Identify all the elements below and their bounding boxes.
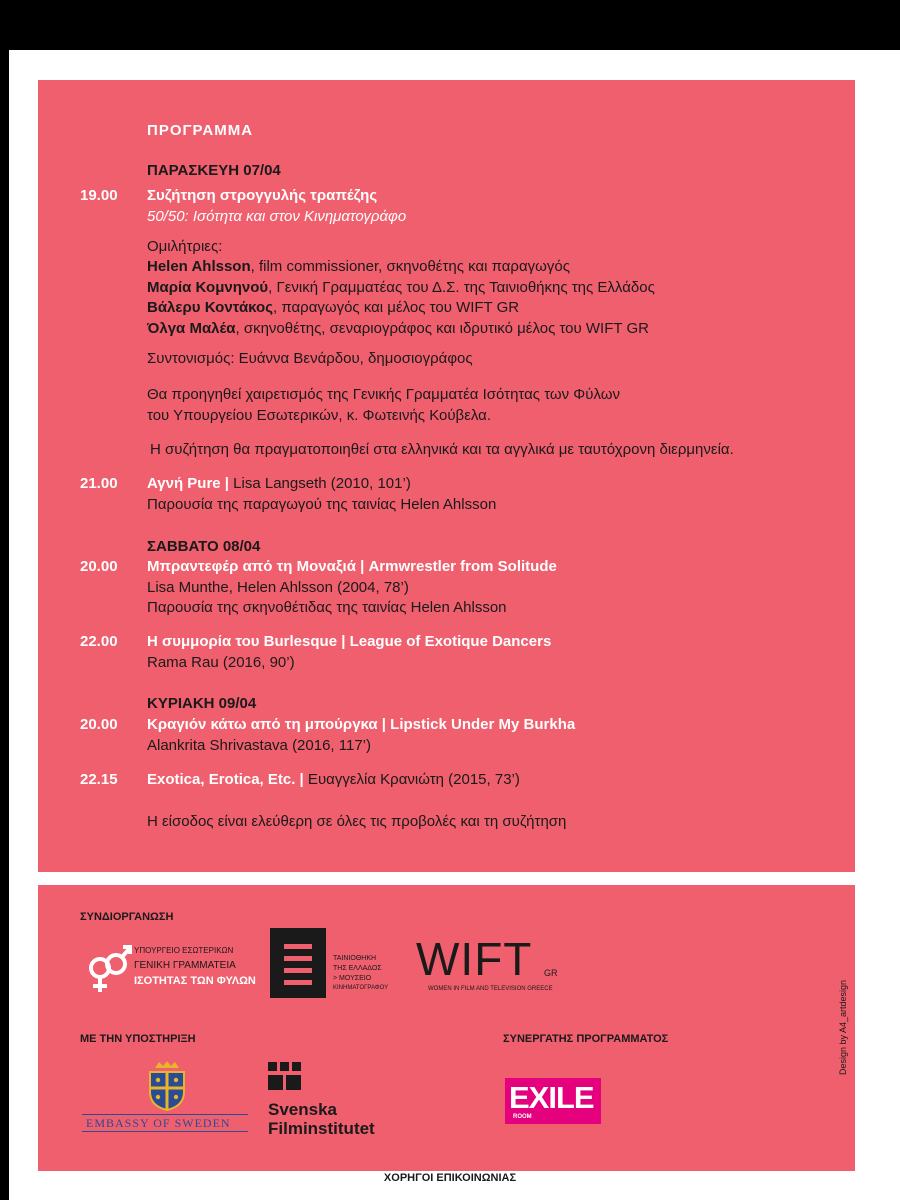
- screening-note: Παρουσία της σκηνοθέτιδας της ταινίας Helen Ahlsson: [147, 599, 507, 616]
- swedish-crest-icon: [142, 1060, 192, 1112]
- roundtable-subtitle: 50/50: Ισότητα και στον Κινηματογράφο: [147, 208, 407, 225]
- greeting-line-2: του Υπουργείου Εσωτερικών, κ. Φωτεινής Κούβελα.: [147, 407, 491, 424]
- tainiothiki-line-3: > ΜΟΥΣΕΙΟ: [333, 975, 372, 982]
- speaker-role: , παραγωγός και μέλος του WIFT GR: [273, 299, 520, 316]
- film-details: Alankrita Shrivastava (2016, 117’): [147, 737, 372, 754]
- embassy-rule-top: [82, 1114, 248, 1115]
- sunday-day-heading: ΚΥΡΙΑΚΗ 09/04: [147, 695, 257, 712]
- tainiothiki-logo: [270, 928, 400, 1000]
- wift-tagline: WOMEN IN FILM AND TELEVISION GREECE: [428, 986, 553, 992]
- film-details: Ευαγγελία Κρανιώτη (2015, 73’): [303, 771, 520, 788]
- embassy-logo: [82, 1060, 252, 1132]
- ministry-line-3: ΙΣΟΤΗΤΑΣ ΤΩΝ ΦΥΛΩΝ: [134, 975, 256, 987]
- screening-time: 22.00: [80, 633, 118, 650]
- exile-sub: ROOM: [513, 1114, 532, 1120]
- gender-symbol-icon: [82, 940, 142, 998]
- greeting-line-1: Θα προηγηθεί χαιρετισμός της Γενικής Γραμματέα Ισότητας των Φύλων: [147, 386, 620, 403]
- design-credit: Design by A4_artdesign: [838, 979, 848, 1075]
- programme-heading: ΠΡΟΓΡΑΜΜΑ: [147, 122, 254, 139]
- coorganizers-label: ΣΥΝΔΙΟΡΓΑΝΩΣΗ: [80, 911, 174, 923]
- screening-time: 21.00: [80, 475, 118, 492]
- film-title: Μπραντεφέρ από τη Μοναξιά | Armwrestler from Solitude: [147, 558, 557, 575]
- film-details: Rama Rau (2016, 90’): [147, 654, 295, 671]
- speaker-role: , Γενική Γραμματέας του Δ.Σ. της Ταινιοθήκης της Ελλάδος: [268, 279, 655, 296]
- ministry-line-2: ΓΕΝΙΚΗ ΓΡΑΜΜΑΤΕΙΑ: [134, 960, 236, 971]
- film-title: Exotica, Erotica, Etc. |: [147, 771, 304, 788]
- wift-suffix: GR: [544, 968, 558, 978]
- speaker-name: Μαρία Κομνηνού: [147, 279, 269, 296]
- screening-line: [147, 771, 520, 788]
- media-sponsors-label: ΧΟΡΗΓΟΙ ΕΠΙΚΟΙΝΩΝΙΑΣ: [383, 1172, 517, 1184]
- film-details: Lisa Langseth (2010, 101’): [229, 475, 411, 492]
- embassy-name: EMBASSY OF SWEDEN: [86, 1116, 231, 1130]
- embassy-rule-bottom: [82, 1131, 248, 1132]
- filminstitutet-dots-icon: [268, 1062, 308, 1092]
- ministry-line-1: ΥΠΟΥΡΓΕΙΟ ΕΣΩΤΕΡΙΚΩΝ: [134, 946, 234, 955]
- left-black-bar: [0, 50, 9, 1200]
- speaker-name: Βάλερυ Κοντάκος: [147, 299, 274, 316]
- speaker-name: Όλγα Μαλέα: [147, 320, 236, 337]
- speaker-line: [147, 279, 655, 296]
- speaker-line: [147, 299, 519, 316]
- ministry-logo: [82, 940, 256, 998]
- svenska-line-2: Filminstitutet: [268, 1119, 375, 1138]
- tainiothiki-line-1: ΤΑΙΝΙΟΘΗΚΗ: [333, 955, 377, 962]
- partner-label: ΣΥΝΕΡΓΑΤΗΣ ΠΡΟΓΡΑΜΜΑΤΟΣ: [503, 1033, 669, 1045]
- speaker-role: , film commissioner, σκηνοθέτης και παραγωγός: [250, 258, 570, 275]
- speaker-name: Helen Ahlsson: [147, 258, 251, 275]
- film-title: Η συμμορία του Burlesque | League of Exotique Dancers: [147, 633, 552, 650]
- speaker-line: [147, 258, 570, 275]
- tainiothiki-line-4: ΚΙΝΗΜΑΤΟΓΡΑΦΟΥ: [333, 985, 389, 991]
- screening-time: 20.00: [80, 558, 118, 575]
- screening-time: 22.15: [80, 771, 118, 788]
- roundtable-time: 19.00: [80, 187, 118, 204]
- wift-logo: [416, 933, 566, 996]
- exile-room-logo: [505, 1078, 601, 1124]
- film-title: Αγνή Pure |: [147, 475, 230, 492]
- screening-note: Παρουσία της παραγωγού της ταινίας Helen Ahlsson: [147, 496, 497, 513]
- moderator-line: Συντονισμός: Ευάννα Βενάρδου, δημοσιογράφος: [147, 350, 473, 367]
- exile-name: EXILE: [509, 1080, 594, 1115]
- screening-line: [147, 475, 411, 492]
- support-label: ΜΕ ΤΗΝ ΥΠΟΣΤΗΡΙΞΗ: [80, 1033, 196, 1045]
- free-entry-note: Η είσοδος είναι ελεύθερη σε όλες τις προβολές και τη συζήτηση: [147, 813, 567, 830]
- speaker-role: , σκηνοθέτης, σεναριογράφος και ιδρυτικό μέλος του WIFT GR: [235, 320, 649, 337]
- roundtable-title: Συζήτηση στρογγυλής τραπέζης: [147, 187, 378, 204]
- film-details: Lisa Munthe, Helen Ahlsson (2004, 78’): [147, 579, 409, 596]
- saturday-day-heading: ΣΑΒΒΑΤΟ 08/04: [147, 538, 261, 555]
- tainiothiki-line-2: ΤΗΣ ΕΛΛΑΔΟΣ: [333, 965, 382, 972]
- svenska-line-1: Svenska: [268, 1100, 337, 1119]
- film-title: Κραγιόν κάτω από τη μπούργκα | Lipstick Under My Burkha: [147, 716, 576, 733]
- speakers-label: Ομιλήτριες:: [147, 238, 223, 255]
- svenska-filminstitutet-logo: [268, 1062, 398, 1140]
- screening-time: 20.00: [80, 716, 118, 733]
- language-note: Η συζήτηση θα πραγματοποιηθεί στα ελληνικά και τα αγγλικά με ταυτόχρονη διερμηνεία.: [150, 441, 734, 458]
- top-black-bar: [0, 0, 900, 50]
- friday-day-heading: ΠΑΡΑΣΚΕΥΗ 07/04: [147, 162, 281, 179]
- speaker-line: [147, 320, 649, 337]
- wift-mark: WIFT: [416, 933, 533, 985]
- tainiothiki-mark-icon: [270, 928, 326, 998]
